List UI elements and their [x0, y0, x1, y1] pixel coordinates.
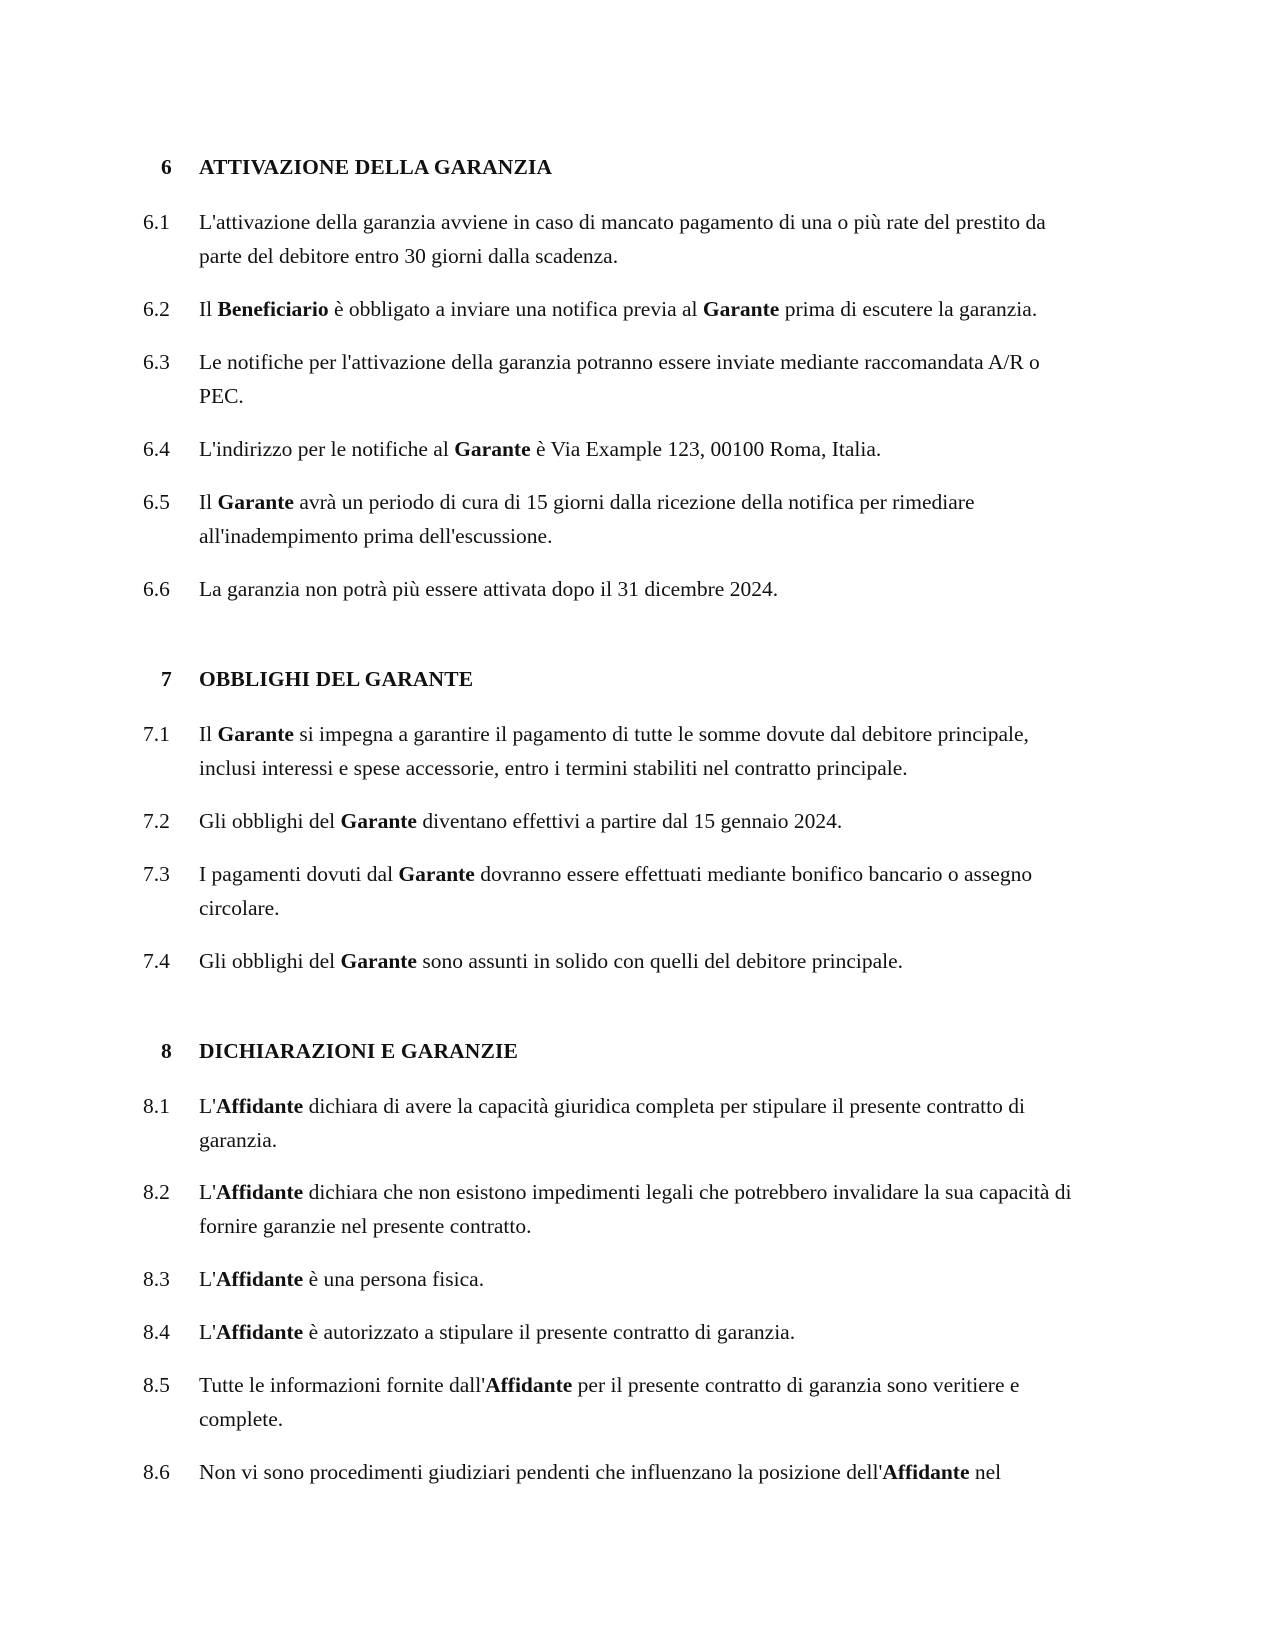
clause-text: L'indirizzo per le notifiche al Garante è Via Example 123, 00100 Roma, Italia. — [199, 436, 882, 461]
clause-number: 6.4 — [143, 436, 170, 461]
section-title: DICHIARAZIONI E GARANZIE — [199, 1038, 518, 1063]
clause-number: 6.5 — [143, 489, 170, 514]
clause-item — [143, 1456, 1075, 1490]
document-section — [143, 155, 1075, 607]
section-number: 7 — [161, 666, 172, 691]
clause-item — [143, 1176, 1075, 1244]
clause-number: 7.4 — [143, 948, 170, 973]
clause-item — [143, 1090, 1075, 1158]
clause-text: Le notifiche per l'attivazione della garanzia potranno essere inviate mediante raccomandata A/R o PEC. — [199, 349, 1040, 408]
clause-item — [143, 1316, 1075, 1350]
clause-number: 8.1 — [143, 1093, 170, 1118]
clause-number: 6.1 — [143, 210, 170, 234]
clause-number: 8.6 — [143, 1460, 170, 1485]
clause-item — [143, 858, 1075, 926]
clause-text: Il Garante si impegna a garantire il pagamento di tutte le somme dovute dal debitore principale, inclusi interessi e spese accessorie, entro i termini stabiliti nel contratto principale. — [199, 721, 1029, 780]
clause-text: La garanzia non potrà più essere attivata dopo il 31 dicembre 2024. — [199, 576, 779, 601]
clause-item — [143, 1263, 1075, 1297]
clause-number: 7.3 — [143, 861, 170, 886]
clause-text: Gli obblighi del Garante diventano effettivi a partire dal 15 gennaio 2024. — [199, 808, 843, 833]
section-title: OBBLIGHI DEL GARANTE — [199, 666, 474, 691]
clause-text: L'attivazione della garanzia avviene in caso di mancato pagamento di una o più rate del prestito da parte del debitore entro 30 giorni dalla scadenza. — [199, 210, 1046, 268]
clause-number: 6.6 — [143, 576, 170, 601]
document-section — [143, 1039, 1075, 1491]
document-body — [143, 155, 1075, 1490]
clause-number: 7.2 — [143, 808, 170, 833]
clause-item — [143, 945, 1075, 979]
section-heading — [143, 1039, 1075, 1064]
clause-text: Non vi sono procedimenti giudiziari pendenti che influenzano la posizione dell'Affidante nel — [199, 1460, 1002, 1485]
clause-text: L'Affidante è autorizzato a stipulare il presente contratto di garanzia. — [199, 1320, 796, 1345]
clause-text: L'Affidante dichiara di avere la capacità giuridica completa per stipulare il presente contratto di garanzia. — [199, 1093, 1025, 1152]
clause-item — [143, 346, 1075, 414]
clause-number: 8.2 — [143, 1180, 170, 1205]
clause-item — [143, 433, 1075, 467]
clause-number: 8.4 — [143, 1320, 170, 1345]
clause-number: 6.3 — [143, 349, 170, 374]
clause-item — [143, 1369, 1075, 1437]
clause-number: 8.3 — [143, 1267, 170, 1292]
clause-item — [143, 293, 1075, 327]
clause-item — [143, 573, 1075, 607]
clause-item — [143, 805, 1075, 839]
section-title: ATTIVAZIONE DELLA GARANZIA — [199, 155, 553, 179]
section-heading — [143, 667, 1075, 692]
clause-item — [143, 486, 1075, 554]
section-number: 8 — [161, 1038, 172, 1063]
clause-text: Gli obblighi del Garante sono assunti in solido con quelli del debitore principale. — [199, 948, 904, 973]
clause-number: 6.2 — [143, 296, 170, 321]
clause-text: L'Affidante dichiara che non esistono impedimenti legali che potrebbero invalidare la sua capacità di fornire garanzie nel presente contratto. — [199, 1180, 1072, 1239]
clause-item — [143, 718, 1075, 786]
clause-text: L'Affidante è una persona fisica. — [199, 1267, 485, 1292]
clause-text: I pagamenti dovuti dal Garante dovranno essere effettuati mediante bonifico bancario o assegno circolare. — [199, 861, 1033, 920]
document-section — [143, 667, 1075, 979]
clause-item — [143, 206, 1075, 274]
clause-number: 7.1 — [143, 721, 170, 746]
clause-text: Tutte le informazioni fornite dall'Affidante per il presente contratto di garanzia sono veritiere e complete. — [199, 1373, 1020, 1432]
clause-text: Il Garante avrà un periodo di cura di 15 giorni dalla ricezione della notifica per rimediare all'inadempimento prima dell'escussione. — [199, 489, 975, 548]
section-number: 6 — [161, 155, 172, 179]
clause-number: 8.5 — [143, 1373, 170, 1398]
section-heading — [143, 155, 1075, 180]
clause-text: Il Beneficiario è obbligato a inviare una notifica previa al Garante prima di escutere la garanzia. — [199, 296, 1038, 321]
